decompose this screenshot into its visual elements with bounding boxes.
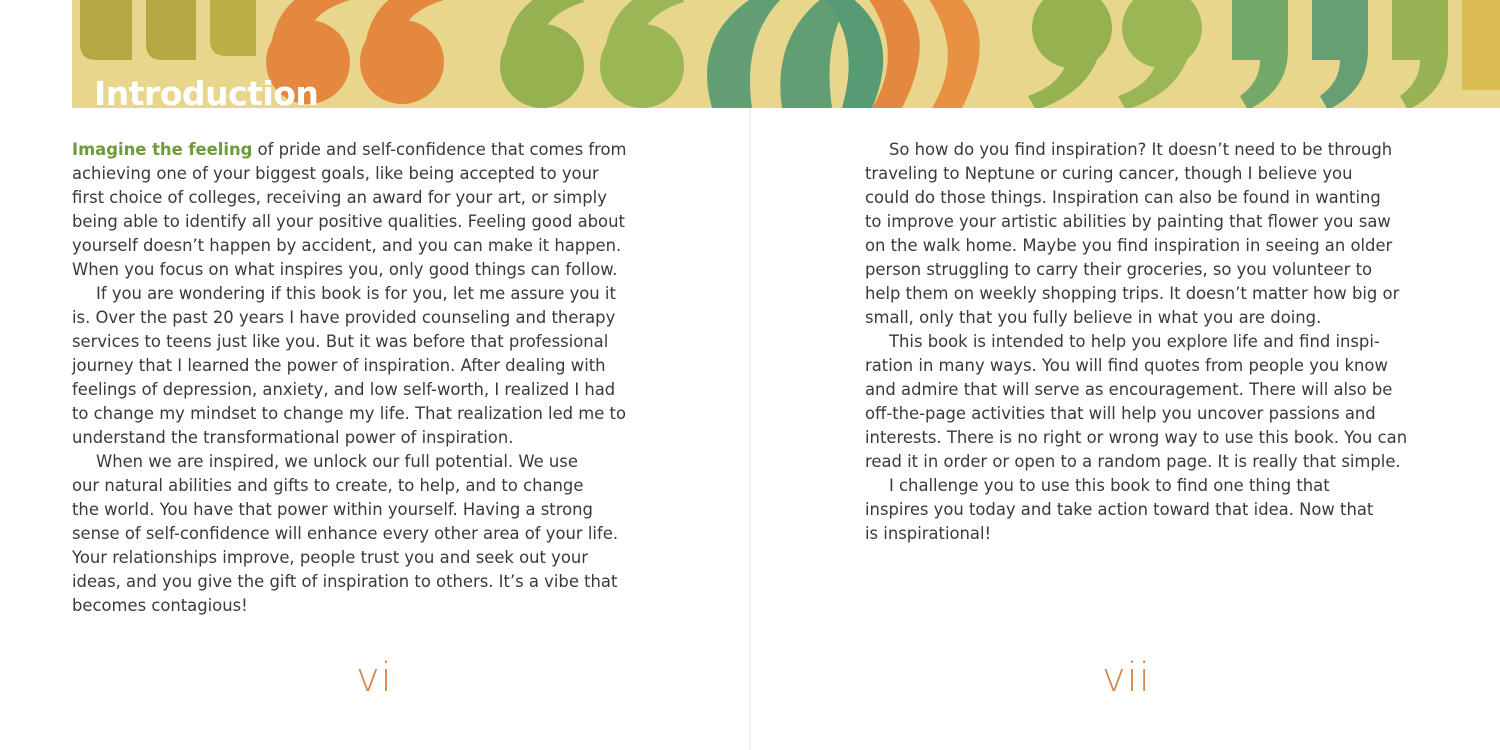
paragraph-line: If you are wondering if this book is for you, let me assure you it — [96, 284, 616, 303]
paragraph-line: is inspirational! — [865, 524, 992, 543]
paragraph-line: ideas, and you give the gift of inspiration to others. It’s a vibe that — [72, 572, 618, 591]
paragraph-line: yourself doesn’t happen by accident, and you can make it happen. — [72, 236, 622, 255]
paragraph-line: and admire that will serve as encouragement. There will also be — [865, 380, 1393, 399]
paragraph-2 — [72, 282, 642, 450]
paragraph-line: person struggling to carry their groceries, so you volunteer to — [865, 260, 1373, 279]
paragraph-line: to improve your artistic abilities by painting that flower you saw — [865, 212, 1391, 231]
paragraph-line: to change my mindset to change my life. That realization led me to — [72, 404, 627, 423]
paragraph-line: achieving one of your biggest goals, like being accepted to your — [72, 164, 599, 183]
paragraph-line: journey that I learned the power of inspiration. After dealing with — [72, 356, 606, 375]
paragraph-line: our natural abilities and gifts to create, to help, and to change — [72, 476, 584, 495]
paragraph-line: So how do you find inspiration? It doesn’t need to be through — [889, 140, 1393, 159]
paragraph-line: ration in many ways. You will find quotes from people you know — [865, 356, 1388, 375]
right-page — [865, 138, 1425, 546]
paragraph-line: When you focus on what inspires you, only good things can follow. — [72, 260, 618, 279]
paragraph-line: first choice of colleges, receiving an award for your art, or simply — [72, 188, 607, 207]
page-gutter — [749, 108, 751, 750]
paragraph-line: understand the transformational power of inspiration. — [72, 428, 514, 447]
paragraph-line: interests. There is no right or wrong way to use this book. You can — [865, 428, 1408, 447]
paragraph-line: being able to identify all your positive qualities. Feeling good about — [72, 212, 625, 231]
paragraph-line: I challenge you to use this book to find one thing that — [889, 476, 1330, 495]
paragraph-line: sense of self-confidence will enhance every other area of your life. — [72, 524, 619, 543]
paragraph-line: This book is intended to help you explore life and find inspi- — [889, 332, 1380, 351]
paragraph-line: could do those things. Inspiration can also be found in wanting — [865, 188, 1381, 207]
paragraph-1 — [865, 138, 1425, 330]
paragraph-line: Imagine the feeling of pride and self-confidence that comes from — [72, 140, 627, 159]
paragraph-line: traveling to Neptune or curing cancer, though I believe you — [865, 164, 1353, 183]
left-page — [72, 138, 642, 618]
paragraph-line: inspires you today and take action toward that idea. Now that — [865, 500, 1374, 519]
lead-in-text: Imagine the feeling — [72, 140, 253, 159]
paragraph-line: help them on weekly shopping trips. It doesn’t matter how big or — [865, 284, 1400, 303]
paragraph-line: the world. You have that power within yourself. Having a strong — [72, 500, 593, 519]
section-title: Introduction — [94, 74, 319, 113]
paragraph-line: read it in order or open to a random page. It is really that simple. — [865, 452, 1401, 471]
page-number-left: vi — [356, 655, 393, 701]
paragraph-3 — [865, 474, 1425, 546]
paragraph-1 — [72, 138, 642, 282]
paragraph-2 — [865, 330, 1425, 474]
paragraph-line: off-the-page activities that will help you uncover passions and — [865, 404, 1376, 423]
paragraph-line: small, only that you fully believe in what you are doing. — [865, 308, 1322, 327]
paragraph-line: feelings of depression, anxiety, and low self-worth, I realized I had — [72, 380, 616, 399]
paragraph-line: Your relationships improve, people trust you and seek out your — [72, 548, 589, 567]
paragraph-line: services to teens just like you. But it was before that professional — [72, 332, 609, 351]
page-number-right: vii — [1102, 655, 1151, 701]
paragraph-line: on the walk home. Maybe you find inspiration in seeing an older — [865, 236, 1393, 255]
paragraph-line: When we are inspired, we unlock our full potential. We use — [96, 452, 578, 471]
paragraph-line: is. Over the past 20 years I have provided counseling and therapy — [72, 308, 616, 327]
paragraph-3 — [72, 450, 642, 618]
paragraph-line: becomes contagious! — [72, 596, 248, 615]
